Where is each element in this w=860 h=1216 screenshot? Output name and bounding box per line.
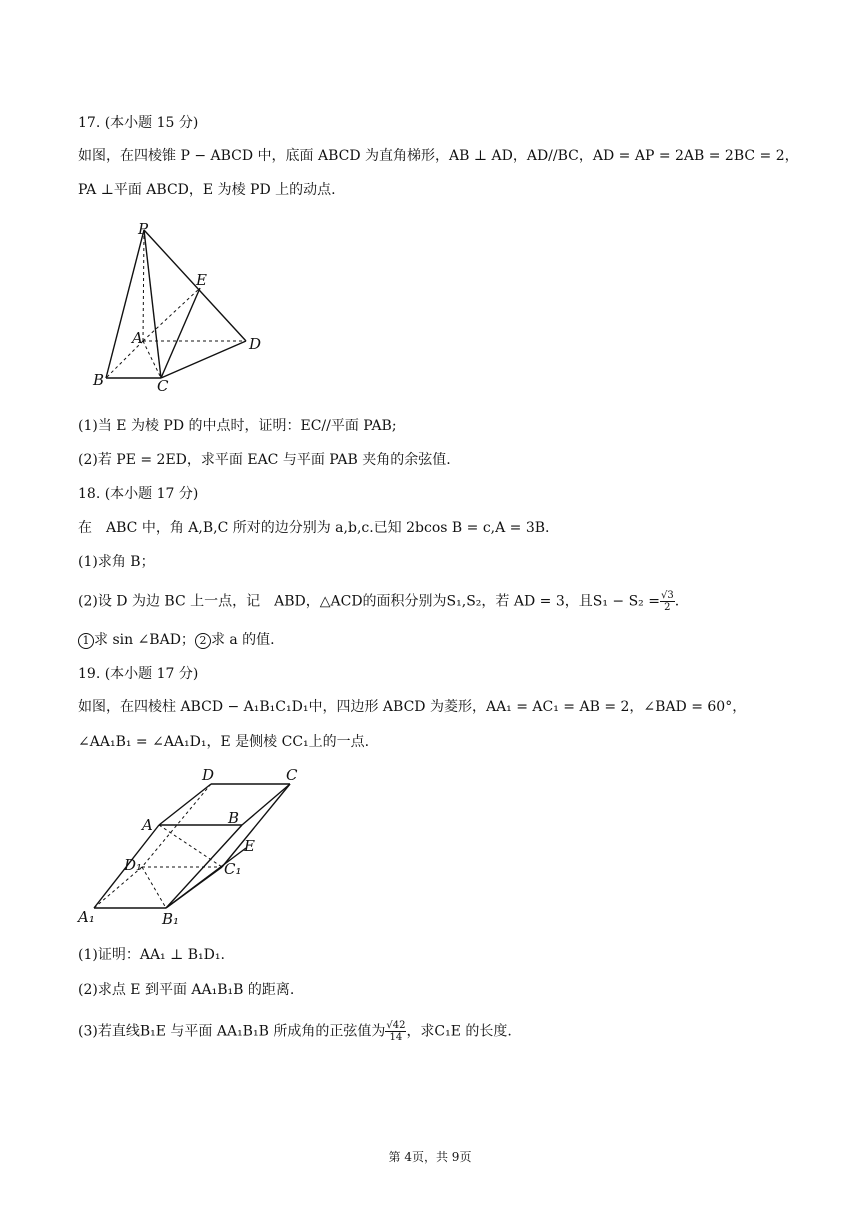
label-D1: D₁ xyxy=(124,856,143,874)
q18-part2-text: (2)设 D 为边 BC 上一点，记 ABD，△ACD的面积分别为S₁,S₂，若 AD = 3，且S₁ − S₂ = xyxy=(78,593,660,610)
label-C: C xyxy=(157,377,169,393)
q19-fraction xyxy=(385,1020,406,1043)
q17-stem-line2: PA ⊥平面 ABCD，E 为棱 PD 上的动点. xyxy=(78,182,336,198)
q18-part2-end: . xyxy=(674,593,680,610)
q19-part2: (2)求点 E 到平面 AA₁B₁B 的距离. xyxy=(78,982,295,998)
q19-part1: (1)证明：AA₁ ⊥ B₁D₁. xyxy=(78,947,225,963)
q17-stem-line1: 如图，在四棱锥 P − ABCD 中，底面 ABCD 为直角梯形，AB ⊥ AD，AD//BC，AD = AP = 2AB = 2BC = 2， xyxy=(78,148,799,164)
label-D: D xyxy=(249,335,262,353)
q18-fraction-den: 2 xyxy=(664,602,671,613)
q19-stem-line1: 如图，在四棱柱 ABCD − A₁B₁C₁D₁中，四边形 ABCD 为菱形，AA₁ = AC₁ = AB = 2，∠BAD = 60°， xyxy=(78,699,747,715)
q19-stem-line2: ∠AA₁B₁ = ∠AA₁D₁，E 是侧棱 CC₁上的一点. xyxy=(78,734,370,750)
q17-header: 17. (本小题 15 分) xyxy=(78,115,199,131)
q17-part2: (2)若 PE = 2ED，求平面 EAC 与平面 PAB 夹角的余弦值. xyxy=(78,452,451,468)
label-C1: C₁ xyxy=(224,860,242,878)
label-B1: B₁ xyxy=(162,910,180,928)
label-C: C xyxy=(286,766,298,784)
q18-subparts xyxy=(78,630,820,650)
label-B: B xyxy=(228,809,240,827)
q19-fraction-den: 14 xyxy=(389,1032,403,1043)
q19-fraction-num: √42 xyxy=(386,1020,406,1031)
label-B: B xyxy=(93,371,105,389)
q18-part2 xyxy=(78,590,820,613)
q19-part3-end: ，求C₁E 的长度. xyxy=(406,1023,512,1040)
q18-part1: (1)求角 B； xyxy=(78,554,155,570)
prism-figure xyxy=(76,762,316,932)
q18-stem: 在 ABC 中，角 A,B,C 所对的边分别为 a,b,c.已知 2bcos B = c,A = 3B. xyxy=(78,520,550,536)
circled-1: 1 xyxy=(78,633,94,649)
label-A: A xyxy=(142,816,153,834)
label-D: D xyxy=(202,766,215,784)
page-footer: 第 4页，共 9页 xyxy=(388,1150,472,1164)
q18-sub2: 求 a 的值. xyxy=(210,632,275,648)
circled-2: 2 xyxy=(195,633,211,649)
q19-part3 xyxy=(78,1020,820,1043)
q18-fraction xyxy=(660,590,675,613)
q19-header: 19. (本小题 17 分) xyxy=(78,666,199,682)
label-E: E xyxy=(244,837,255,855)
label-E: E xyxy=(196,271,207,289)
label-P: P xyxy=(138,220,149,238)
q18-fraction-num: √3 xyxy=(660,590,674,601)
label-A1: A₁ xyxy=(78,908,95,926)
q17-part1: (1)当 E 为棱 PD 的中点时，证明：EC//平面 PAB; xyxy=(78,418,397,434)
q18-header: 18. (本小题 17 分) xyxy=(78,486,199,502)
q19-part3-text: (3)若直线B₁E 与平面 AA₁B₁B 所成角的正弦值为 xyxy=(78,1023,386,1040)
q18-sub1: 求 sin ∠BAD； xyxy=(94,632,195,648)
label-A: A xyxy=(132,329,143,347)
pyramid-figure xyxy=(86,218,276,393)
